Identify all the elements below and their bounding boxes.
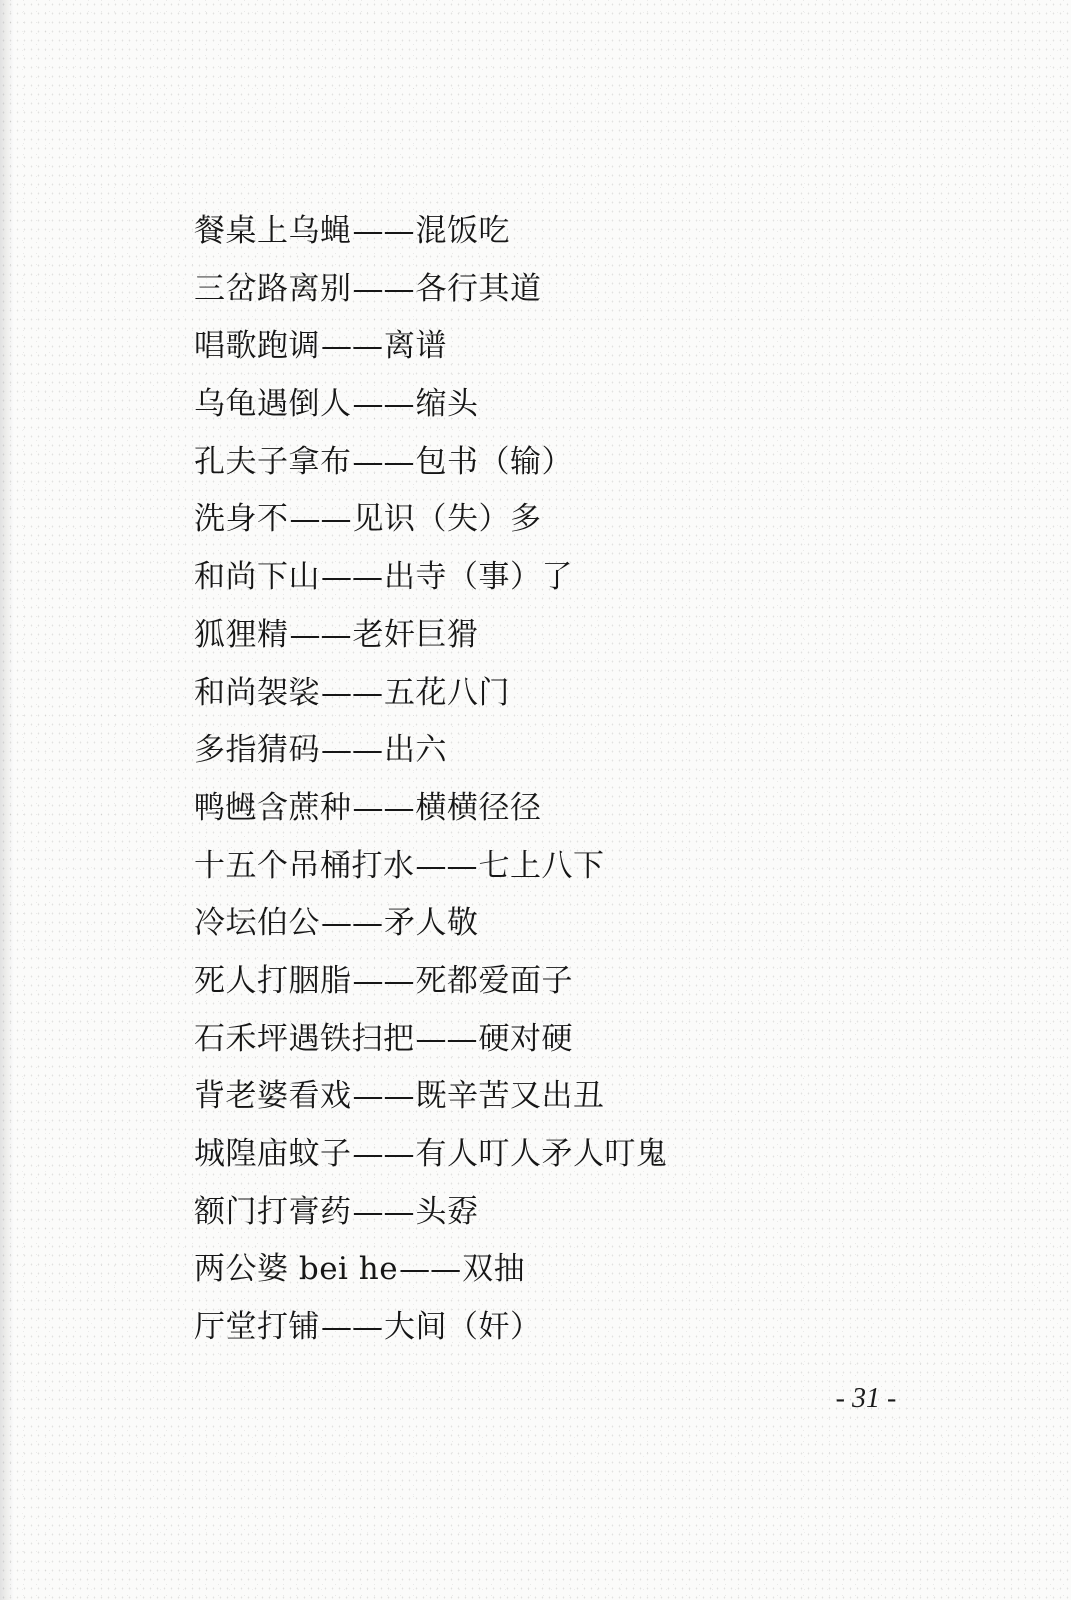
page-edge-shadow [0, 0, 14, 1600]
saying-line [194, 895, 668, 953]
saying-answer: 矛人敬 [384, 905, 479, 942]
saying-riddle: 洗身不 [194, 501, 289, 538]
saying-riddle: 两公婆 bei he [194, 1251, 399, 1288]
saying-separator: —— [321, 732, 383, 769]
saying-separator: —— [399, 1251, 462, 1288]
saying-riddle: 额门打膏药 [194, 1193, 352, 1230]
saying-separator: —— [321, 674, 383, 711]
saying-riddle: 狐狸精 [194, 616, 289, 653]
saying-separator: —— [321, 328, 383, 365]
saying-riddle: 死人打胭脂 [194, 962, 352, 999]
saying-separator: —— [415, 847, 478, 884]
saying-riddle: 冷坛伯公 [194, 905, 320, 942]
saying-answer: 头孬 [415, 1193, 479, 1230]
saying-line [194, 318, 668, 376]
saying-line [194, 780, 668, 838]
saying-list [194, 203, 668, 1357]
saying-answer: 出寺（事）了 [384, 559, 573, 596]
saying-answer: 包书（输） [415, 443, 573, 480]
saying-separator: —— [352, 1078, 415, 1115]
saying-answer: 有人叮人矛人叮鬼 [415, 1136, 668, 1172]
saying-answer: 大间（奸） [384, 1309, 542, 1346]
saying-riddle: 乌龟遇倒人 [194, 386, 352, 423]
saying-line [194, 838, 668, 896]
saying-separator: —— [352, 386, 415, 423]
saying-riddle: 和尚袈裟 [194, 674, 320, 711]
saying-answer: 各行其道 [415, 270, 542, 307]
saying-separator: —— [352, 443, 415, 480]
saying-line [194, 1184, 668, 1242]
saying-separator: —— [352, 270, 415, 307]
saying-riddle: 和尚下山 [194, 559, 320, 596]
saying-line [194, 376, 668, 434]
saying-answer: 老奸巨猾 [352, 616, 479, 653]
saying-line [194, 549, 668, 607]
saying-answer: 混饭吃 [415, 213, 510, 249]
saying-riddle: 十五个吊桶打水 [194, 847, 415, 884]
saying-answer: 双抽 [462, 1251, 526, 1288]
saying-separator: —— [321, 1309, 383, 1346]
saying-separator: —— [289, 501, 352, 538]
saying-separator: —— [352, 213, 415, 249]
saying-answer: 缩头 [415, 386, 479, 423]
saying-line [194, 1241, 668, 1299]
saying-riddle: 城隍庙蚊子 [194, 1136, 352, 1172]
saying-separator: —— [321, 905, 383, 942]
saying-answer: 见识（失）多 [352, 501, 542, 538]
saying-line [194, 1126, 668, 1184]
saying-line [194, 261, 668, 319]
saying-riddle: 唱歌跑调 [194, 328, 320, 365]
saying-answer: 五花八门 [384, 674, 510, 711]
saying-line [194, 607, 668, 665]
saying-answer: 横横径径 [415, 789, 542, 826]
saying-riddle: 三岔路离别 [194, 270, 352, 307]
saying-answer: 死都爱面子 [415, 962, 573, 999]
saying-separator: —— [352, 962, 415, 999]
page-number: - 31 - [835, 1383, 897, 1414]
saying-line [194, 1011, 668, 1069]
saying-separator: —— [415, 1020, 478, 1057]
saying-riddle: 石禾坪遇铁扫把 [194, 1020, 415, 1057]
saying-line [194, 1299, 668, 1357]
saying-line [194, 722, 668, 780]
saying-separator: —— [352, 789, 415, 826]
saying-riddle: 厅堂打铺 [194, 1309, 320, 1346]
saying-answer: 出六 [384, 732, 447, 769]
saying-riddle: 餐桌上乌蝇 [194, 213, 352, 249]
saying-answer: 七上八下 [478, 847, 605, 884]
saying-answer: 硬对硬 [478, 1020, 573, 1057]
saying-riddle: 鸭乸含蔗种 [194, 789, 352, 826]
saying-line [194, 953, 668, 1011]
saying-line [194, 491, 668, 549]
saying-riddle: 多指猜码 [194, 732, 320, 769]
saying-answer: 离谱 [384, 328, 447, 365]
saying-answer: 既辛苦又出丑 [415, 1078, 605, 1115]
saying-separator: —— [352, 1193, 415, 1230]
saying-riddle: 背老婆看戏 [194, 1078, 352, 1115]
saying-separator: —— [289, 616, 352, 653]
saying-riddle: 孔夫子拿布 [194, 443, 352, 480]
saying-line [194, 1068, 668, 1126]
saying-line [194, 665, 668, 723]
saying-separator: —— [321, 559, 383, 596]
saying-line [194, 434, 668, 492]
saying-separator: —— [352, 1136, 415, 1172]
saying-line [194, 203, 668, 261]
